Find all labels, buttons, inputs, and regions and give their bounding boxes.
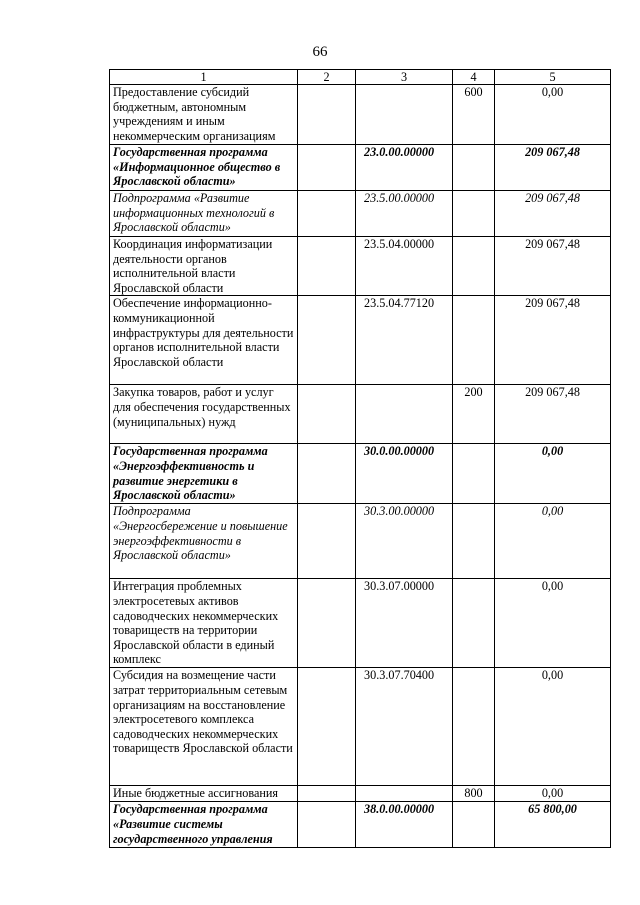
row-col2-cell (298, 85, 356, 145)
row-type-cell (453, 296, 495, 385)
table-row (110, 504, 611, 579)
row-name-cell: Иные бюджетные ассигнования (110, 786, 298, 802)
row-name-cell: Обеспечение информационно-коммуникационной инфраструктуры для деятельности органов исполнительной власти Ярославской области (110, 296, 298, 385)
row-code-cell: 30.3.07.00000 (356, 579, 453, 668)
row-code-cell (356, 85, 453, 145)
row-col2-cell (298, 579, 356, 668)
row-code-cell: 23.5.00.00000 (356, 191, 453, 237)
row-name-cell: Субсидия на возмещение части затрат территориальным сетевым организациям на восстановление электросетевого комплекса садоводческих некоммерческих товариществ Ярославской области (110, 668, 298, 786)
row-col2-cell (298, 802, 356, 848)
row-amount-cell: 0,00 (495, 786, 611, 802)
table-row (110, 145, 611, 191)
row-type-cell (453, 504, 495, 579)
row-code-cell: 38.0.00.00000 (356, 802, 453, 848)
row-type-cell (453, 237, 495, 296)
row-code-cell (356, 786, 453, 802)
budget-table (109, 69, 611, 848)
table-row (110, 237, 611, 296)
row-amount-cell: 0,00 (495, 504, 611, 579)
table-row (110, 444, 611, 504)
row-code-cell: 23.0.00.00000 (356, 145, 453, 191)
row-type-cell: 600 (453, 85, 495, 145)
table-row (110, 85, 611, 145)
row-col2-cell (298, 191, 356, 237)
row-col2-cell (298, 385, 356, 444)
row-col2-cell (298, 444, 356, 504)
table-row (110, 668, 611, 786)
row-code-cell: 30.3.07.70400 (356, 668, 453, 786)
column-header-4: 4 (453, 70, 495, 85)
row-col2-cell (298, 504, 356, 579)
row-amount-cell: 209 067,48 (495, 296, 611, 385)
row-type-cell (453, 191, 495, 237)
row-name-cell: Подпрограмма «Развитие информационных технологий в Ярославской области» (110, 191, 298, 237)
row-code-cell: 30.0.00.00000 (356, 444, 453, 504)
row-type-cell (453, 579, 495, 668)
row-name-cell: Подпрограмма «Энергосбережение и повышение энергоэффективности в Ярославской области» (110, 504, 298, 579)
row-type-cell (453, 444, 495, 504)
row-amount-cell: 209 067,48 (495, 237, 611, 296)
row-name-cell: Государственная программа «Развитие системы государственного управления (110, 802, 298, 848)
row-amount-cell: 0,00 (495, 85, 611, 145)
table-header-row (110, 70, 611, 85)
row-code-cell: 30.3.00.00000 (356, 504, 453, 579)
table-row (110, 296, 611, 385)
row-col2-cell (298, 237, 356, 296)
row-type-cell: 200 (453, 385, 495, 444)
row-type-cell: 800 (453, 786, 495, 802)
row-type-cell (453, 668, 495, 786)
table-row (110, 191, 611, 237)
row-name-cell: Государственная программа «Энергоэффективность и развитие энергетики в Ярославской области» (110, 444, 298, 504)
row-amount-cell: 209 067,48 (495, 191, 611, 237)
row-col2-cell (298, 668, 356, 786)
row-amount-cell: 0,00 (495, 444, 611, 504)
row-col2-cell (298, 145, 356, 191)
column-header-1: 1 (110, 70, 298, 85)
row-amount-cell: 0,00 (495, 668, 611, 786)
row-col2-cell (298, 786, 356, 802)
row-col2-cell (298, 296, 356, 385)
table-row (110, 579, 611, 668)
row-type-cell (453, 802, 495, 848)
row-name-cell: Интеграция проблемных электросетевых активов садоводческих некоммерческих товариществ на территории Ярославской области в единый комплекс (110, 579, 298, 668)
row-type-cell (453, 145, 495, 191)
table-row (110, 802, 611, 848)
row-code-cell: 23.5.04.00000 (356, 237, 453, 296)
row-code-cell (356, 385, 453, 444)
table-row (110, 786, 611, 802)
column-header-5: 5 (495, 70, 611, 85)
row-name-cell: Закупка товаров, работ и услуг для обеспечения государственных (муниципальных) нужд (110, 385, 298, 444)
row-amount-cell: 209 067,48 (495, 145, 611, 191)
row-name-cell: Предоставление субсидий бюджетным, автономным учреждениям и иным некоммерческим организациям (110, 85, 298, 145)
row-amount-cell: 65 800,00 (495, 802, 611, 848)
column-header-2: 2 (298, 70, 356, 85)
row-amount-cell: 0,00 (495, 579, 611, 668)
row-name-cell: Координация информатизации деятельности органов исполнительной власти Ярославской области (110, 237, 298, 296)
row-name-cell: Государственная программа «Информационное общество в Ярославской области» (110, 145, 298, 191)
column-header-3: 3 (356, 70, 453, 85)
table-row (110, 385, 611, 444)
row-code-cell: 23.5.04.77120 (356, 296, 453, 385)
row-amount-cell: 209 067,48 (495, 385, 611, 444)
page-number: 66 (312, 44, 328, 60)
